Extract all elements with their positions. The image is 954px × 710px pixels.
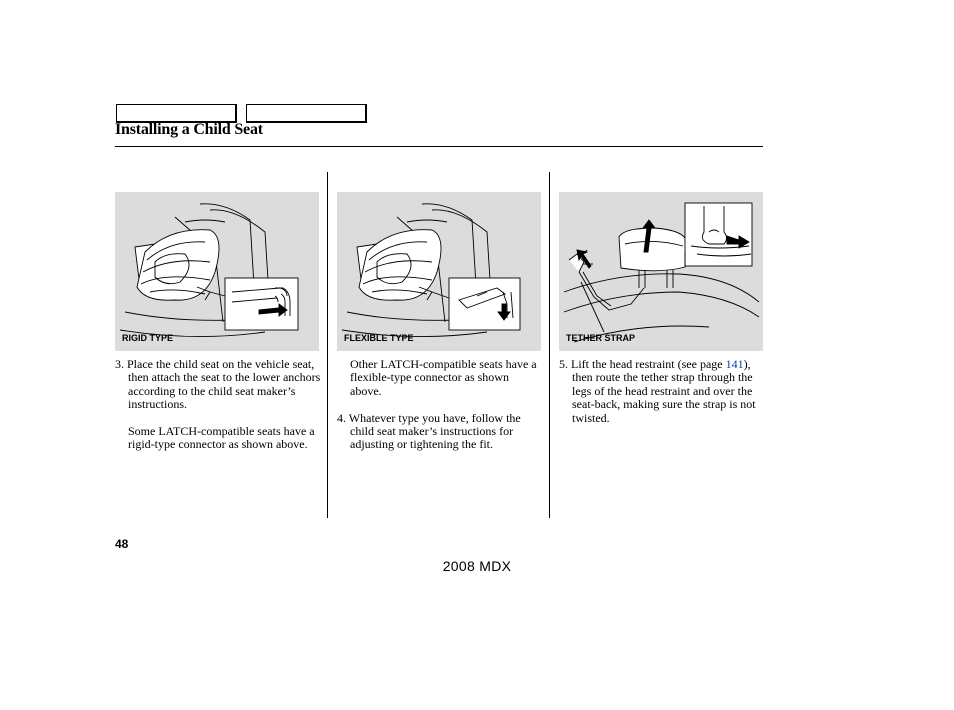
tether-strap-illustration <box>559 192 763 351</box>
title-divider <box>115 146 763 147</box>
step-4-text: Whatever type you have, follow the child seat maker’s instructions for adjusting or tightening the fit. <box>348 410 521 452</box>
rigid-type-illustration <box>115 192 319 351</box>
step-5-text-before: Lift the head restraint (see page <box>571 357 723 371</box>
step-5-text-after: ), then route the tether strap through the legs of the head restraint and over the seat-back, making sure the strap is not twisted. <box>572 357 756 425</box>
flexible-connector-note: Other LATCH-compatible seats have a flexible-type connector as shown above. <box>350 357 537 398</box>
page-141-link[interactable]: 141 <box>725 357 744 371</box>
step-5-number: 5. <box>559 357 568 371</box>
column-divider-1 <box>327 172 328 518</box>
figure-label-tether: TETHER STRAP <box>566 333 636 343</box>
step-4 <box>337 412 543 452</box>
model-footer: 2008 MDX <box>442 558 512 574</box>
flexible-type-illustration <box>337 192 541 351</box>
figure-label-flexible: FLEXIBLE TYPE <box>344 333 414 343</box>
nav-tab-right[interactable] <box>246 104 367 123</box>
figure-label-rigid: RIGID TYPE <box>122 333 174 343</box>
page-title: Installing a Child Seat <box>115 121 263 138</box>
step-4-number: 4. <box>337 410 346 425</box>
column-divider-2 <box>549 172 550 518</box>
column-1-text <box>115 358 323 452</box>
column-3-text <box>559 358 759 425</box>
column-2-text <box>337 358 543 452</box>
step-3-number: 3. <box>115 357 124 371</box>
step-3 <box>115 358 323 412</box>
rigid-connector-note: Some LATCH-compatible seats have a rigid-type connector as shown above. <box>128 424 315 452</box>
step-5 <box>559 358 759 425</box>
step-3-text: Place the child seat on the vehicle seat, then attach the seat to the lower anchors according to the child seat maker’s instructions. <box>127 357 321 412</box>
page-number: 48 <box>115 537 129 551</box>
